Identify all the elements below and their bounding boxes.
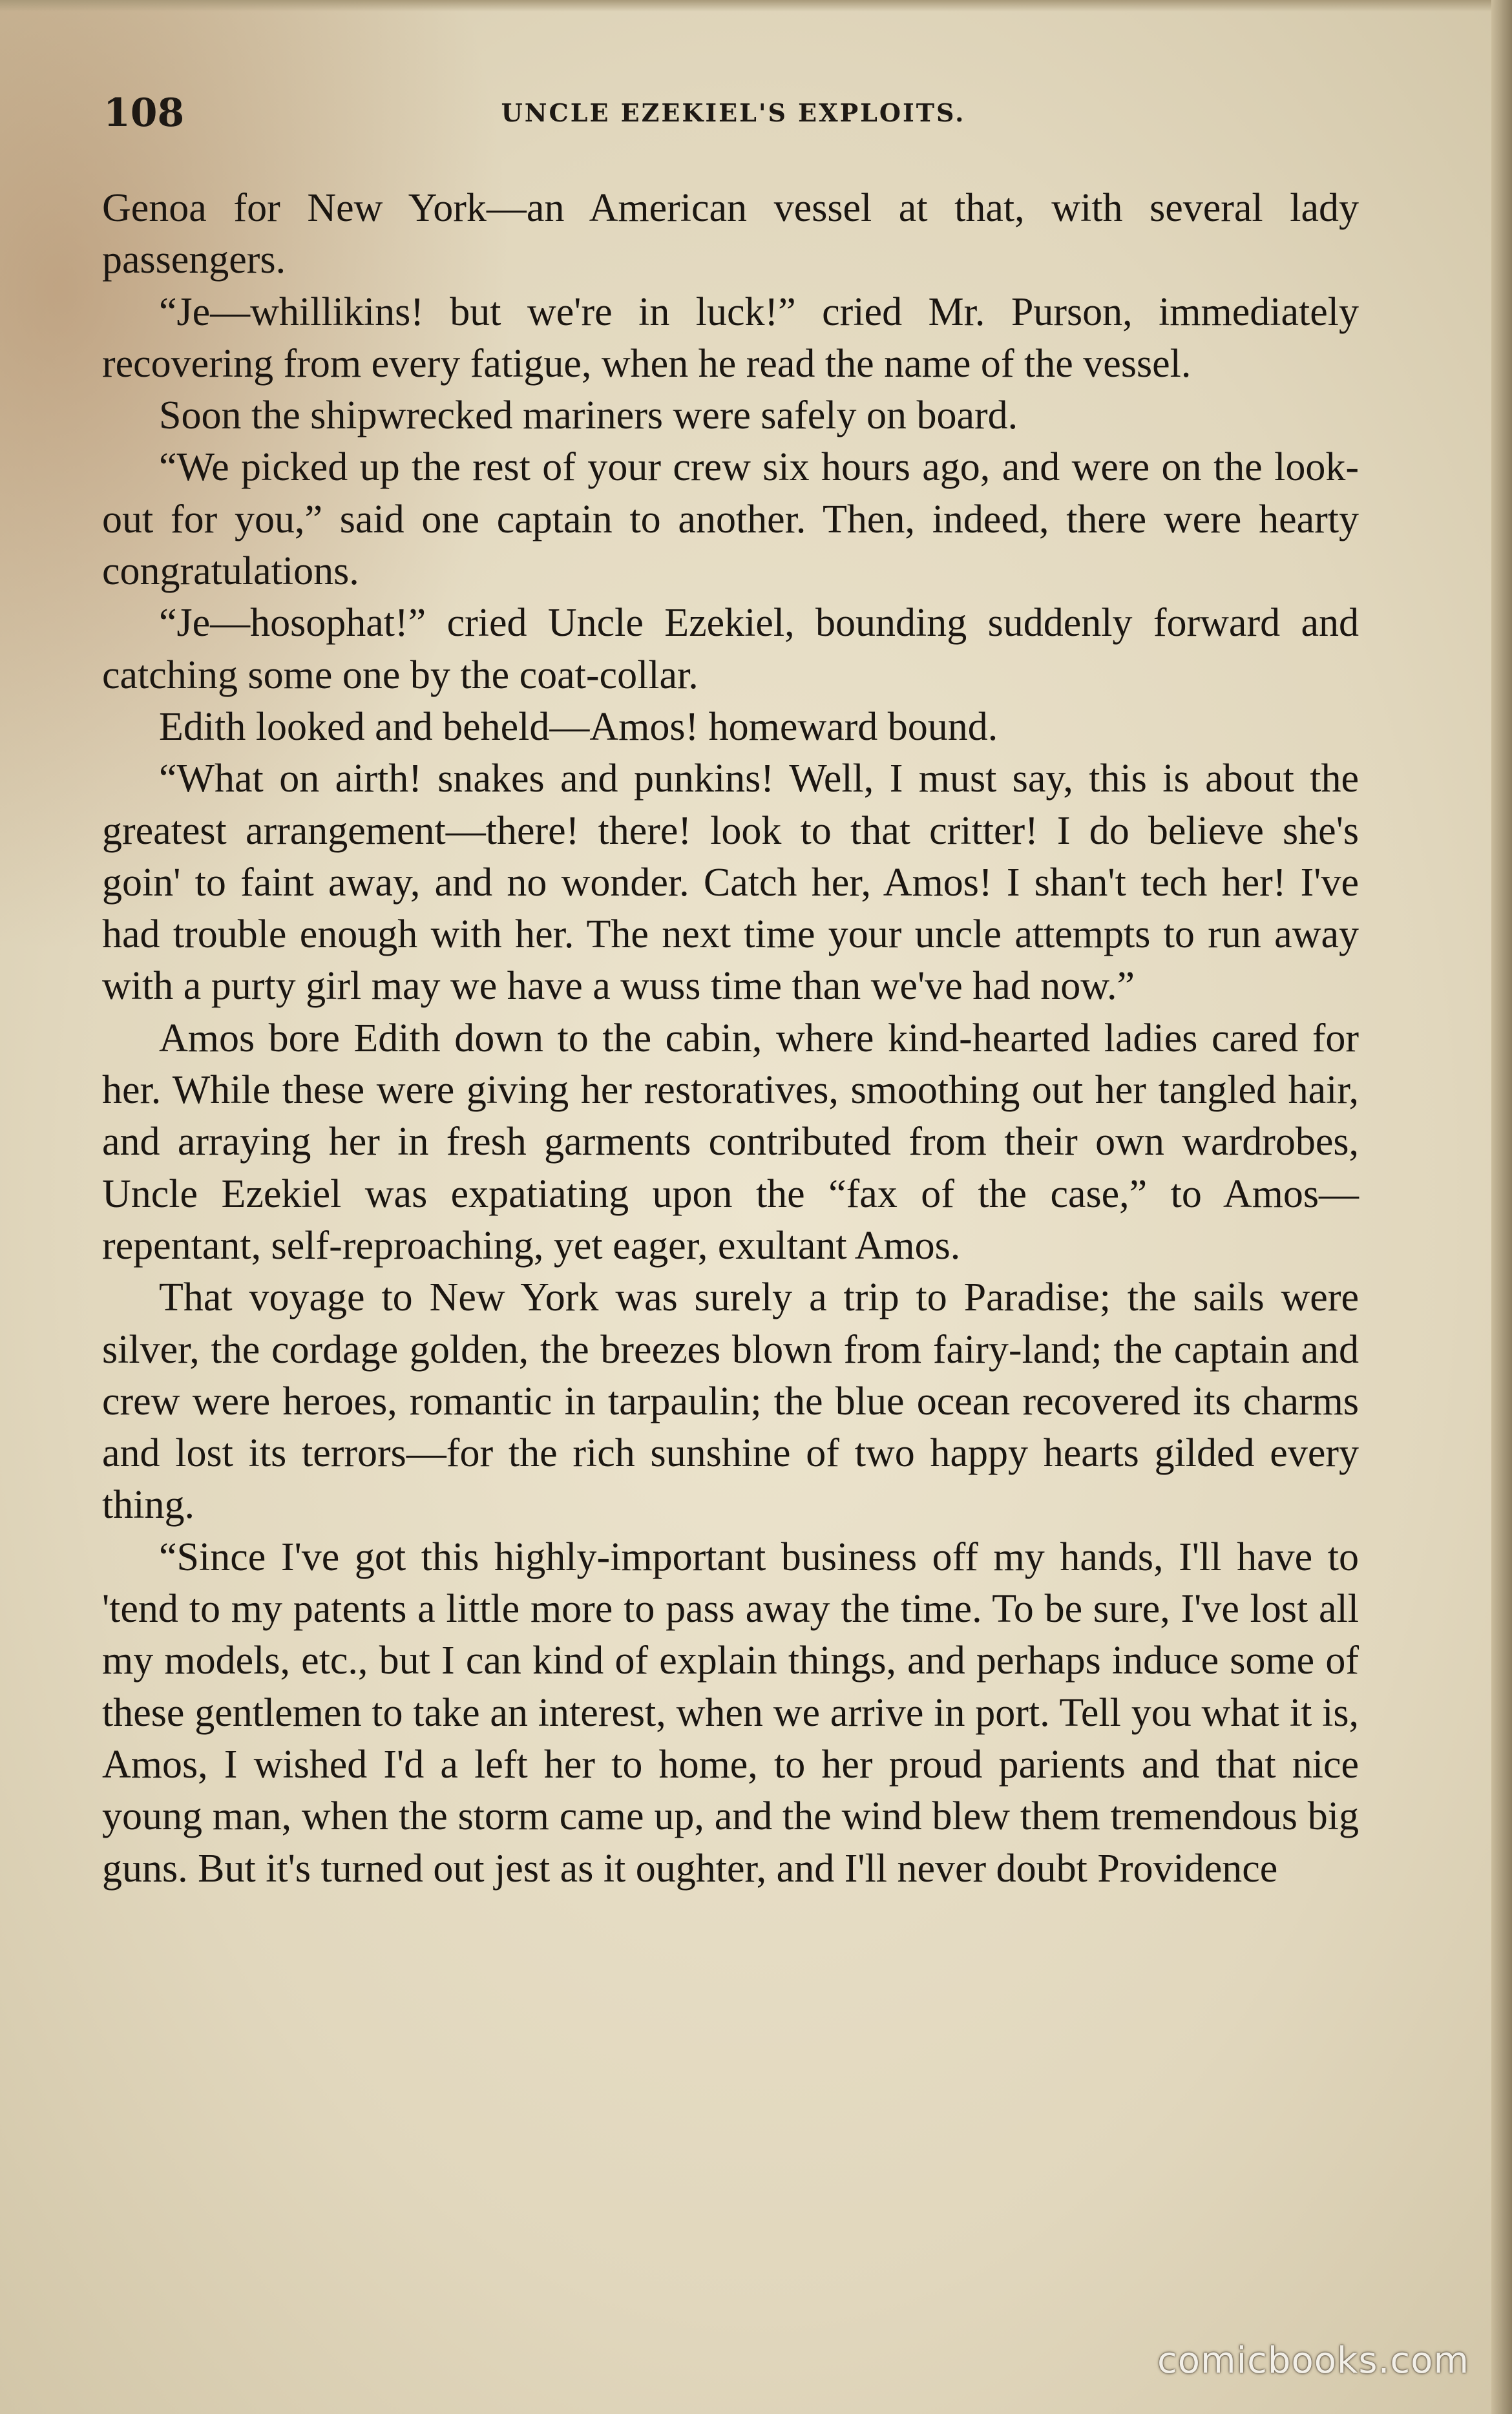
page-number: 108 bbox=[103, 90, 185, 136]
paragraph: “We picked up the rest of your crew six hours ago, and were on the look-out for you,” said one captain to another. Then, indeed, there were hearty congratulations. bbox=[102, 445, 1359, 594]
paragraph: “What on airth! snakes and punkins! Well, I must say, this is about the greatest arrangement—there! there! look to that critter! I do believe she's goin' to faint away, and no wonder. Catch her, Amos! I shan't tech her! I've had trouble enough with her. The next time your uncle attempts to run away with a purty girl may we have a wuss time than we've had now.” bbox=[102, 757, 1359, 1009]
paragraph: “Je—hosophat!” cried Uncle Ezekiel, bounding suddenly forward and catching some one by the coat-collar. bbox=[102, 601, 1359, 697]
paragraph: Edith looked and beheld—Amos! homeward bound. bbox=[159, 704, 998, 749]
paragraph: Amos bore Edith down to the cabin, where kind-hearted ladies cared for her. While these were giving her restoratives, smoothing out her tangled hair, and arraying her in fresh garments contributed from their own wardrobes, Uncle Ezekiel was expatiating upon the “fax of the case,” to Amos—repentant, self-reproaching, yet eager, exultant Amos. bbox=[102, 1016, 1359, 1268]
body-text bbox=[102, 182, 1359, 1894]
paragraph: “Since I've got this highly-important business off my hands, I'll have to 'tend to my patents a little more to pass away the time. To be sure, I've lost all my models, etc., but I can kind of explain things, and perhaps induce some of these gentlemen to take an interest, when we arrive in port. Tell you what it is, Amos, I wished I'd a left her to home, to her proud parients and that nice young man, when the storm came up, and the wind blew them tremendous big guns. But it's turned out jest as it oughter, and I'll never doubt Providence bbox=[102, 1535, 1359, 1891]
watermark: comicbooks.com bbox=[1157, 2340, 1469, 2382]
paragraph: That voyage to New York was surely a trip to Paradise; the sails were silver, the cordage golden, the breezes blown from fairy-land; the captain and crew were heroes, romantic in tarpaulin; the blue ocean recovered its charms and lost its terrors—for the rich sunshine of two happy hearts gilded every thing. bbox=[102, 1275, 1359, 1527]
page-top-edge bbox=[0, 0, 1512, 12]
paragraph: Soon the shipwrecked mariners were safely on board. bbox=[159, 394, 1018, 438]
paragraph: “Je—whillikins! but we're in luck!” cried Mr. Purson, immediately recovering from every fatigue, when he read the name of the vessel. bbox=[102, 289, 1359, 386]
paragraph: Genoa for New York—an American vessel at that, with several lady passengers. bbox=[102, 186, 1359, 282]
page-header bbox=[103, 87, 1363, 139]
page-gutter-shadow bbox=[1491, 0, 1512, 2414]
running-head: UNCLE EZEKIEL'S EXPLOITS. bbox=[501, 98, 966, 127]
